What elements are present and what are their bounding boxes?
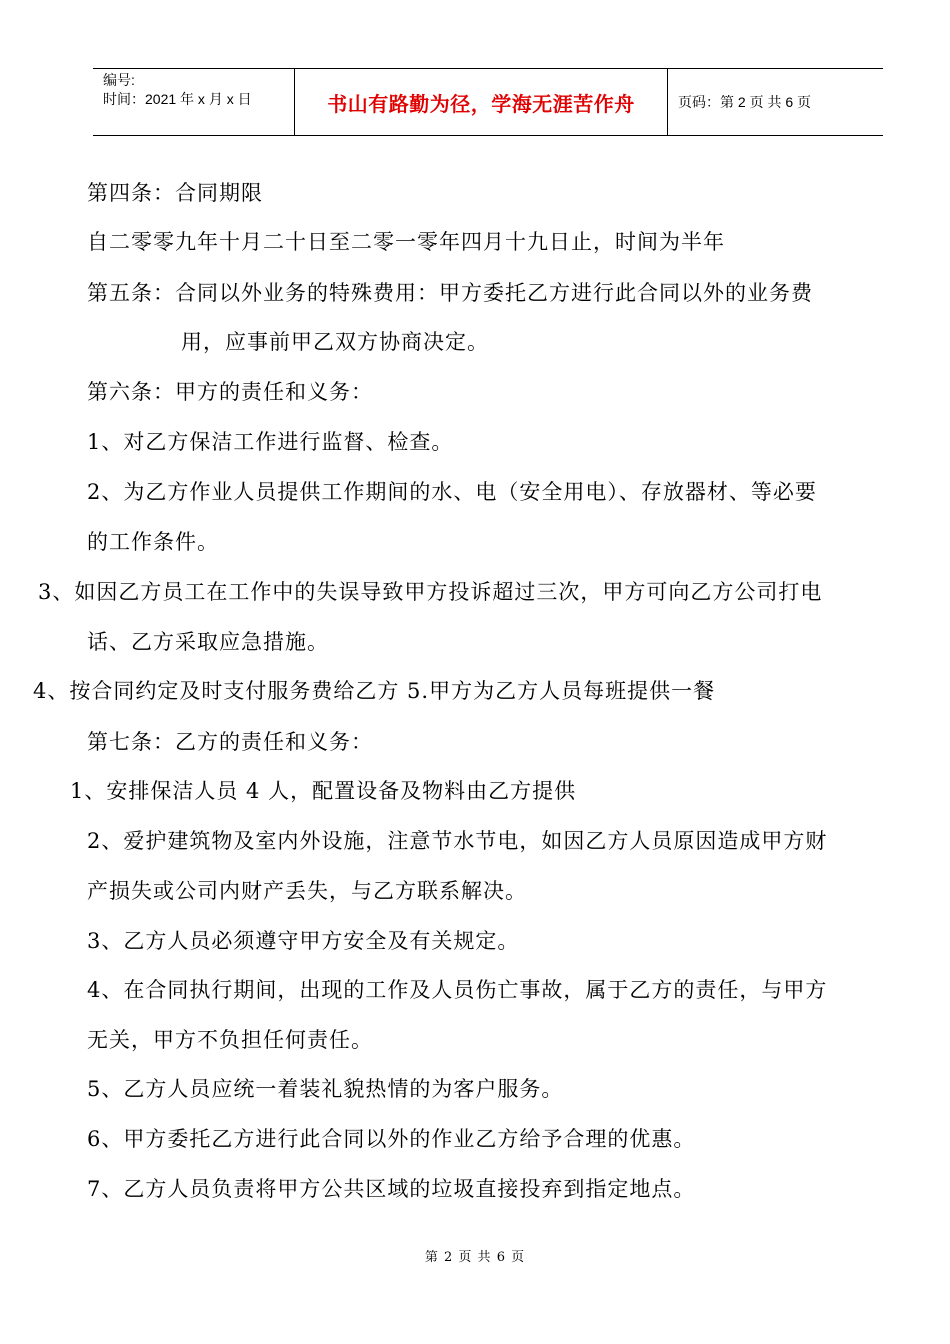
article-6-item-1: 1、对乙方保洁工作进行监督、检查。 bbox=[87, 430, 454, 454]
article-4-heading: 第四条：合同期限 bbox=[87, 181, 263, 205]
article-7-item-4-line-1: 4、在合同执行期间，出现的工作及人员伤亡事故，属于乙方的责任，与甲方 bbox=[87, 978, 828, 1002]
article-7-item-5: 5、乙方人员应统一着装礼貌热情的为客户服务。 bbox=[87, 1077, 564, 1101]
article-7-item-2-line-2: 产损失或公司内财产丢失，与乙方联系解决。 bbox=[87, 879, 527, 903]
page-number-label: 页码：第 2 页 共 6 页 bbox=[678, 94, 812, 110]
article-7-heading: 第七条：乙方的责任和义务： bbox=[87, 730, 373, 754]
serial-number-label: 编号: bbox=[103, 72, 135, 88]
article-7-item-2-line-1: 2、爱护建筑物及室内外设施，注意节水节电，如因乙方人员原因造成甲方财 bbox=[87, 829, 828, 853]
header-meta-cell bbox=[93, 69, 295, 135]
article-5-line-1: 第五条：合同以外业务的特殊费用：甲方委托乙方进行此合同以外的业务费 bbox=[87, 281, 813, 305]
article-6-item-3-line-1: 3、如因乙方员工在工作中的失误导致甲方投诉超过三次，甲方可向乙方公司打电 bbox=[38, 580, 823, 604]
article-6-item-2-line-2: 的工作条件。 bbox=[87, 530, 219, 554]
article-6-item-2-line-1: 2、为乙方作业人员提供工作期间的水、电（安全用电）、存放器材、等必要 bbox=[87, 480, 817, 504]
article-7-item-7: 7、乙方人员负责将甲方公共区域的垃圾直接投弃到指定地点。 bbox=[87, 1177, 696, 1201]
article-6-item-4: 4、按合同约定及时支付服务费给乙方 5.甲方为乙方人员每班提供一餐 bbox=[33, 679, 716, 703]
article-5-line-2: 用，应事前甲乙双方协商决定。 bbox=[181, 330, 489, 354]
article-6-item-3-line-2: 话、乙方采取应急措施。 bbox=[87, 630, 329, 654]
header-page-cell bbox=[668, 69, 883, 135]
article-7-item-1: 1、安排保洁人员 4 人，配置设备及物料由乙方提供 bbox=[70, 779, 577, 803]
date-label: 时间：2021 年 x 月 x 日 bbox=[103, 91, 252, 107]
header-motto-cell bbox=[295, 69, 668, 135]
article-6-heading: 第六条：甲方的责任和义务： bbox=[87, 380, 373, 404]
article-7-item-6: 6、甲方委托乙方进行此合同以外的作业乙方给予合理的优惠。 bbox=[87, 1127, 696, 1151]
document-header bbox=[93, 68, 883, 136]
article-7-item-4-line-2: 无关，甲方不负担任何责任。 bbox=[87, 1028, 373, 1052]
motto-text: 书山有路勤为径，学海无涯苦作舟 bbox=[327, 91, 635, 116]
article-4-term: 自二零零九年十月二十日至二零一零年四月十九日止，时间为半年 bbox=[87, 230, 725, 254]
page-footer: 第 2 页 共 6 页 bbox=[424, 1250, 526, 1265]
article-7-item-3: 3、乙方人员必须遵守甲方安全及有关规定。 bbox=[87, 929, 520, 953]
